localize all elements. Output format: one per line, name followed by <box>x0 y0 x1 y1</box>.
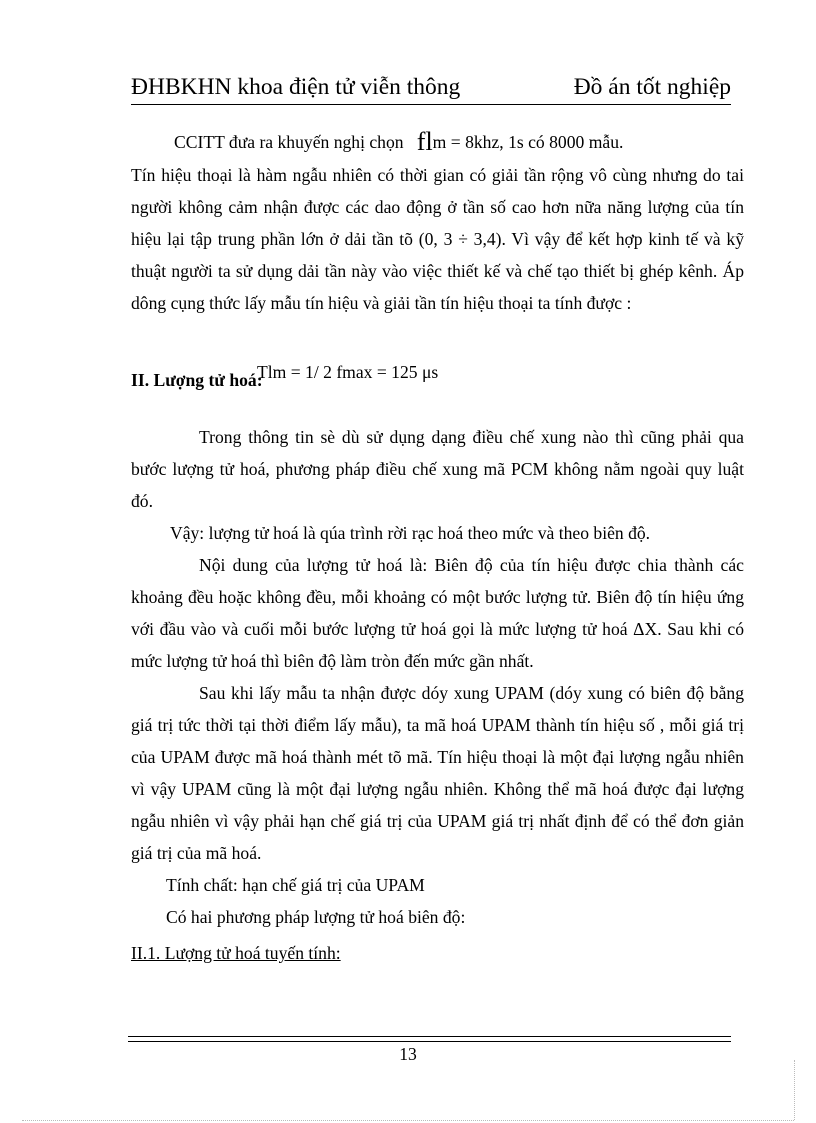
upam-term: UPAM <box>481 715 531 735</box>
para4-f: giá trị nhất định để có thể đơn giản giá trị của mã hoá. <box>131 811 744 863</box>
paragraph-upam <box>131 677 744 869</box>
paragraph-quantization-intro: Trong thông tin sè dù sử dụng dạng điều chế xung nào thì cũng phải qua bước lượng tử hoá, phương pháp điều chế xung mã PCM không nằm ngoài quy luật đó. <box>131 427 744 511</box>
header-left-text: ĐHBKHN khoa điện tử viễn thông <box>131 74 461 100</box>
quantization-definition: Vậy: lượng tử hoá là qúa trình rời rạc hoá theo mức và theo biên độ. <box>170 523 651 543</box>
subsection-heading-linear: II.1. Lượng tử hoá tuyến tính: <box>131 943 341 963</box>
ccitt-recommendation-line <box>174 126 623 158</box>
upam-term: UPAM <box>160 747 210 767</box>
page-border-dotted-right <box>794 1060 795 1120</box>
section-heading-quantization: II. Lượng tử hoá: <box>131 370 263 390</box>
footer-rule-top <box>128 1036 731 1037</box>
page-header <box>131 74 731 105</box>
para4-d: được mã hoá thành mét tõ mã. Tín hiệu thoại là một đại lượng ngẫu nhiên vì vậy <box>131 747 744 799</box>
header-right-text: Đồ án tốt nghiệp <box>573 74 731 100</box>
para4-b: (dóy xung có biên độ bằng giá trị tức thời tại thời điểm lấy mẫu), ta mã hoá <box>131 683 744 735</box>
property-line <box>166 869 425 901</box>
para4-a: Sau khi lấy mẫu ta nhận được dóy xung <box>199 683 495 703</box>
page-number: 13 <box>399 1044 417 1064</box>
upam-term: UPAM <box>494 683 544 703</box>
upam-term: UPAM <box>437 811 487 831</box>
para4-e: cũng là một đại lượng ngẫu nhiên. Không thể mã hoá được đại lượng ngẫu nhiên vì vậy phải hạn chế giá trị của <box>131 779 745 831</box>
methods-intro-line: Có hai phương pháp lượng tử hoá biên độ: <box>166 907 466 927</box>
paragraph-quantization-content: Nội dung của lượng tử hoá là: Biên độ của tín hiệu được chia thành các khoảng đều hoặc không đều, mỗi khoảng có một bước lượng tử. Biên độ tín hiệu ứng với đầu vào và cuối mỗi bước lượng tử hoá gọi là mức lượng tử hoá ΔX. Sau khi có mức lượng tử hoá thì biên độ làm tròn đến mức gần nhất. <box>131 555 744 671</box>
para4-c: thành tín hiệu số , mỗi giá trị của <box>131 715 745 767</box>
sampling-formula: Tlm = 1/ 2 fmax = 125 μs <box>257 362 439 382</box>
upam-term: UPAM <box>182 779 232 799</box>
ccitt-prefix: CCITT đưa ra khuyến nghị chọn <box>174 132 404 152</box>
property-text: Tính chất: hạn chế giá trị của <box>166 875 376 895</box>
ccitt-fl-symbol: fl <box>416 127 433 156</box>
paragraph-voice-signal: Tín hiệu thoại là hàm ngẫu nhiên có thời gian có giải tần rộng vô cùng nhưng do tai người không cảm nhận được các dao động ở tần số cao hơn nữa năng lượng của tín hiệu lại tập trung phần lớn ở dải tần tõ (0, 3 ÷ 3,4). Vì vậy để kết hợp kinh tế và kỹ thuật người ta sử dụng dải tần này vào việc thiết kế và chế tạo thiết bị ghép kênh. Áp dông cụng thức lấy mẫu tín hiệu và giải tần tín hiệu thoại ta tính được : <box>131 165 744 313</box>
ccitt-suffix: m = 8khz, 1s có 8000 mẫu. <box>432 132 624 152</box>
upam-term: UPAM <box>375 875 425 895</box>
page-border-dotted-bottom <box>22 1120 794 1121</box>
